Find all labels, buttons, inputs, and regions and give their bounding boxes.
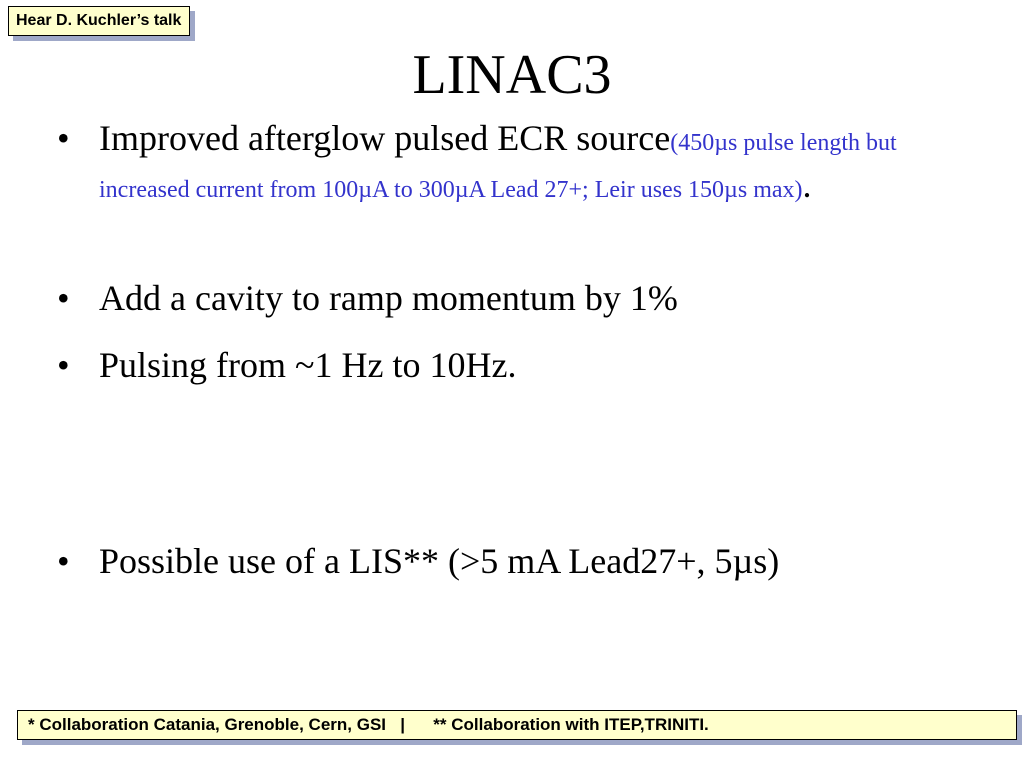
- footer-separator: |: [400, 715, 405, 734]
- bullet-text: Pulsing from ~1 Hz to 10Hz.: [99, 345, 517, 385]
- bullet-item: [57, 540, 927, 582]
- footer-right-note: ** Collaboration with ITEP,TRINITI.: [433, 715, 709, 734]
- bullet-item: [57, 277, 927, 319]
- slide-title: LINAC3: [412, 44, 612, 106]
- bullet-item: [57, 344, 927, 386]
- bullet-note-text: (450µs pulse length but increased current from 100µA to 300µA Lead 27+; Leir uses 150µs max): [99, 130, 897, 203]
- speaker-note-callout: [8, 6, 190, 36]
- bullet-tail-text: .: [802, 165, 812, 205]
- footer-left-note: * Collaboration Catania, Grenoble, Cern, GSI: [28, 715, 387, 734]
- bullet-text: Possible use of a LIS** (>5 mA Lead27+, 5µs): [99, 541, 780, 581]
- bullet-dot: •: [57, 541, 70, 581]
- bullet-dot: •: [57, 118, 70, 158]
- callout-text: Hear D. Kuchler’s talk: [16, 12, 182, 29]
- bullet-item: [57, 117, 927, 211]
- bullet-dot: •: [57, 345, 70, 385]
- bullet-dot: •: [57, 278, 70, 318]
- bullet-text: [99, 117, 927, 211]
- bullet-main-text: Improved afterglow pulsed ECR source: [99, 118, 671, 158]
- footer-note-box: [17, 710, 1017, 740]
- bullet-text: Add a cavity to ramp momentum by 1%: [99, 278, 678, 318]
